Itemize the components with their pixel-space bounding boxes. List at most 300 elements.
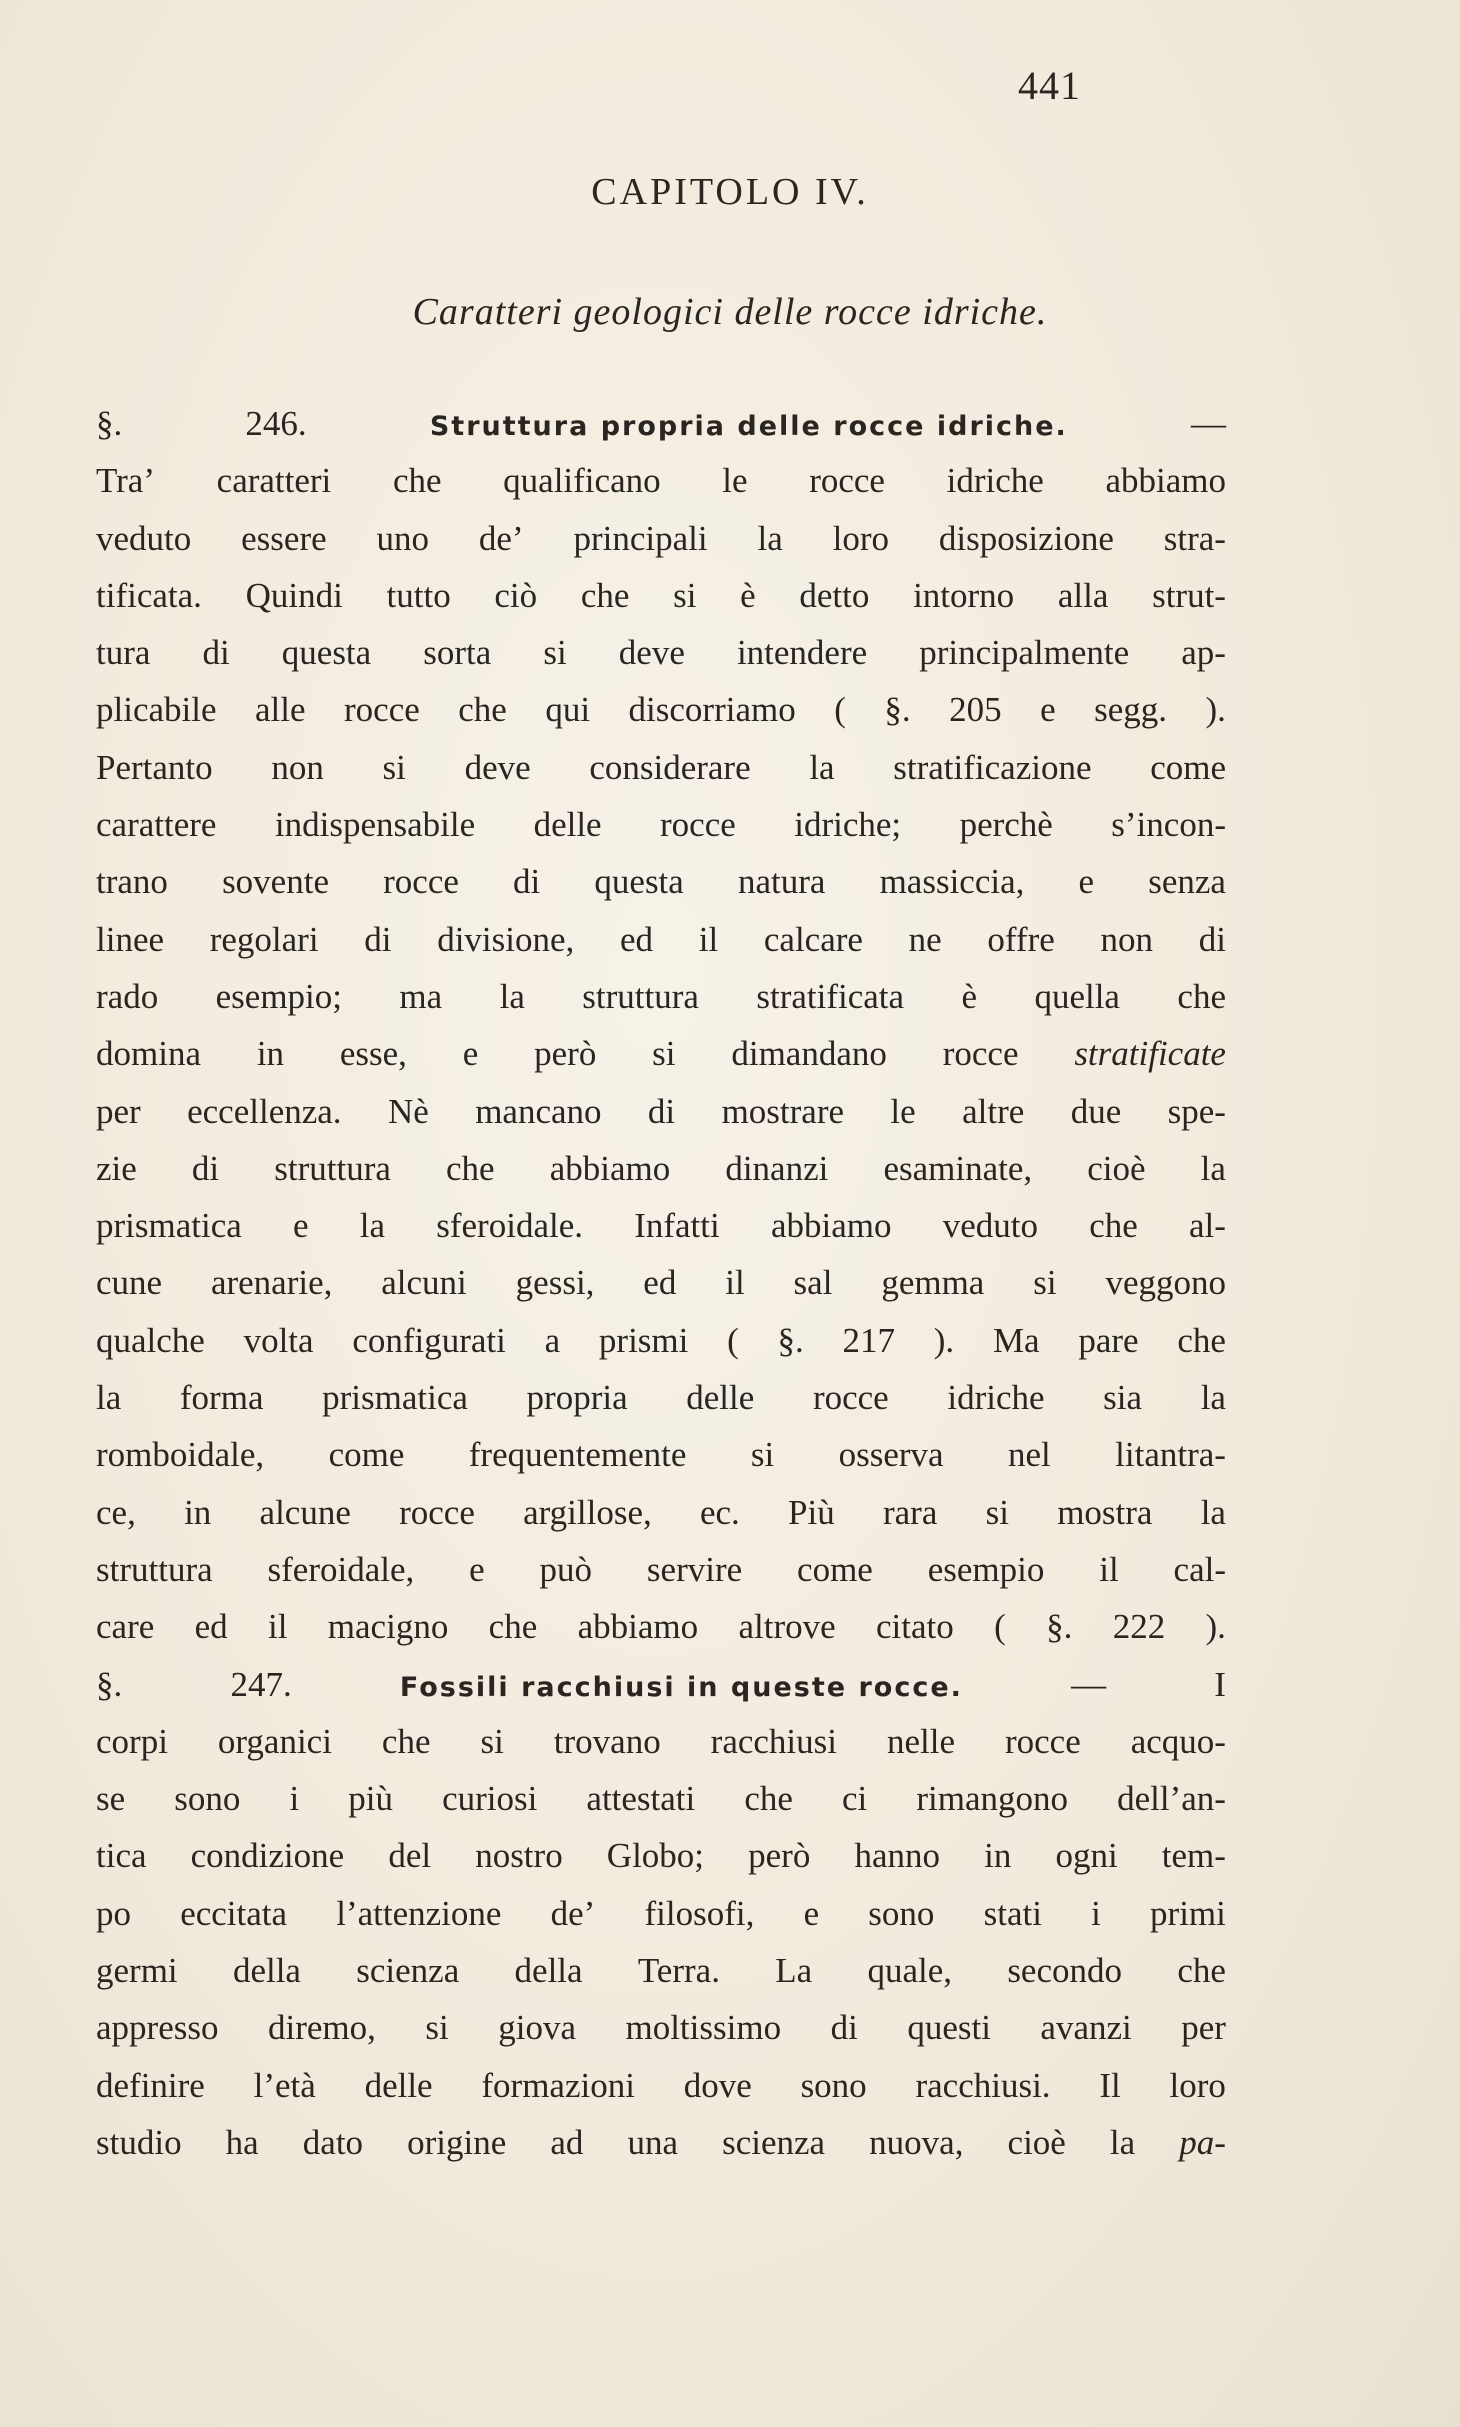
- word: configurati: [352, 1320, 506, 1360]
- word: 217: [842, 1320, 896, 1360]
- word: che: [488, 1607, 538, 1647]
- word: pare: [1078, 1320, 1139, 1360]
- text-line: [96, 1312, 1226, 1369]
- word: tificata.: [96, 575, 202, 615]
- word: Globo;: [606, 1836, 705, 1876]
- word: sorta: [423, 633, 492, 673]
- word: le: [722, 461, 748, 501]
- word: sono: [868, 1893, 935, 1933]
- word: linee: [96, 919, 165, 959]
- word: filosofi,: [644, 1893, 755, 1933]
- word: della: [514, 1951, 583, 1991]
- word: Quindi: [245, 575, 343, 615]
- word: eccellenza.: [187, 1091, 342, 1131]
- word: si: [750, 1435, 775, 1475]
- text-line: [96, 624, 1226, 681]
- word: sferoidale.: [436, 1206, 583, 1246]
- word: macigno: [327, 1607, 449, 1647]
- word: §.: [1046, 1607, 1073, 1647]
- word: carattere: [96, 805, 217, 845]
- word: rocce: [1004, 1721, 1081, 1761]
- word: come: [1150, 747, 1226, 787]
- word: veduto: [96, 518, 192, 558]
- word: che: [580, 575, 630, 615]
- word: racchiusi: [710, 1721, 837, 1761]
- word: racchiusi.: [915, 2065, 1051, 2105]
- word: esempio: [927, 1549, 1045, 1589]
- word: se: [96, 1779, 126, 1819]
- word: definire: [96, 2065, 205, 2105]
- word: §.: [884, 690, 911, 730]
- word: a: [544, 1320, 561, 1360]
- word: che: [392, 461, 442, 501]
- word: del: [388, 1836, 432, 1876]
- word: loro: [832, 518, 890, 558]
- text-line: [96, 681, 1226, 738]
- word: arenarie,: [210, 1263, 333, 1303]
- word: alle: [255, 690, 306, 730]
- word: che: [1089, 1206, 1138, 1246]
- word: sovente: [222, 862, 329, 902]
- word: qualificano: [503, 461, 661, 501]
- word: considerare: [589, 747, 751, 787]
- word: corpi: [96, 1721, 168, 1761]
- word: de’: [550, 1893, 596, 1933]
- word: §.: [777, 1320, 804, 1360]
- word: sono: [174, 1779, 241, 1819]
- word: ha: [225, 2122, 259, 2162]
- text-line: [96, 1197, 1226, 1254]
- word: delle: [533, 805, 602, 845]
- word: ed: [194, 1607, 228, 1647]
- word: cioè: [1087, 1148, 1146, 1188]
- word: abbiamo: [770, 1206, 892, 1246]
- word: propria: [526, 1378, 628, 1418]
- word: più: [348, 1779, 393, 1819]
- word: due: [1070, 1091, 1122, 1131]
- word: idriche: [947, 1378, 1045, 1418]
- word: mostra: [1057, 1492, 1153, 1532]
- word: abbiamo: [1105, 461, 1226, 501]
- word: è: [740, 575, 756, 615]
- text-line: [96, 911, 1226, 968]
- word: per: [96, 1091, 141, 1131]
- word: idriche: [946, 461, 1044, 501]
- word: gemma: [881, 1263, 985, 1303]
- text-line: [96, 2057, 1226, 2114]
- word: esse,: [339, 1034, 407, 1074]
- word: rocce: [344, 690, 420, 730]
- word: si: [673, 575, 697, 615]
- word: rocce: [809, 461, 885, 501]
- word: si: [480, 1721, 504, 1761]
- word: altre: [962, 1091, 1025, 1131]
- word: dato: [302, 2122, 364, 2162]
- word: qui: [545, 690, 591, 730]
- word: spe-: [1167, 1091, 1226, 1131]
- word: si: [382, 747, 406, 787]
- word: rocce: [942, 1034, 1019, 1074]
- word: il: [1099, 1549, 1119, 1589]
- word: nelle: [886, 1721, 955, 1761]
- word: diremo,: [267, 2008, 376, 2048]
- word: di: [364, 919, 392, 959]
- word: organici: [217, 1721, 332, 1761]
- word: cal-: [1173, 1549, 1226, 1589]
- word: nostro: [475, 1836, 563, 1876]
- word: La: [775, 1951, 813, 1991]
- word: i: [289, 1779, 300, 1819]
- word: regolari: [209, 919, 319, 959]
- word: e: [469, 1549, 485, 1589]
- text-line: [96, 1942, 1226, 1999]
- word: alcuni: [381, 1263, 467, 1303]
- word: detto: [799, 575, 870, 615]
- word: esaminate,: [883, 1148, 1033, 1188]
- word: (: [994, 1607, 1006, 1647]
- text-line: [96, 796, 1226, 853]
- word: nel: [1007, 1435, 1051, 1475]
- word: dove: [683, 2065, 752, 2105]
- word: giova: [498, 2008, 576, 2048]
- word: abbiamo: [549, 1148, 671, 1188]
- word: curiosi: [442, 1779, 538, 1819]
- word: che: [1177, 1951, 1226, 1991]
- word: ).: [1205, 690, 1226, 730]
- word: offre: [987, 919, 1055, 959]
- word: volta: [243, 1320, 314, 1360]
- word: ).: [933, 1320, 955, 1360]
- word: principalmente: [919, 633, 1130, 673]
- word: ciò: [494, 575, 538, 615]
- word: che: [1177, 976, 1226, 1016]
- word: la: [359, 1206, 386, 1246]
- word: Terra.: [637, 1951, 720, 1991]
- word: hanno: [854, 1836, 940, 1876]
- word: deve: [618, 633, 685, 673]
- word: abbiamo: [577, 1607, 699, 1647]
- word: di: [647, 1091, 676, 1131]
- word: argillose,: [523, 1492, 652, 1532]
- word: stratificazione: [893, 747, 1092, 787]
- word: di: [830, 2008, 858, 2048]
- word: disposizione: [938, 518, 1114, 558]
- word: la: [1200, 1148, 1226, 1188]
- word: s’incon-: [1111, 805, 1226, 845]
- word: struttura: [274, 1148, 391, 1188]
- word: tica: [96, 1836, 147, 1876]
- word: gessi,: [515, 1263, 595, 1303]
- word: ).: [1205, 1607, 1226, 1647]
- word: di: [191, 1148, 220, 1188]
- word: senza: [1148, 862, 1226, 902]
- word: il: [725, 1263, 745, 1303]
- text-line: [96, 1885, 1226, 1942]
- word: studio: [96, 2122, 182, 2162]
- word: e: [803, 1893, 820, 1933]
- word: però: [534, 1034, 597, 1074]
- word: esempio;: [215, 976, 342, 1016]
- word: indispensabile: [274, 805, 476, 845]
- text-line: [96, 968, 1226, 1025]
- word: al-: [1188, 1206, 1226, 1246]
- word: acquo-: [1130, 1721, 1226, 1761]
- word: intorno: [913, 575, 1015, 615]
- word: prismatica: [322, 1378, 468, 1418]
- word: si: [425, 2008, 449, 2048]
- word: osserva: [838, 1435, 944, 1475]
- text-line: [96, 510, 1226, 567]
- word: e: [293, 1206, 309, 1246]
- word: zie: [96, 1148, 137, 1188]
- word: l’età: [253, 2065, 316, 2105]
- word: e: [462, 1034, 479, 1074]
- word: dinanzi: [725, 1148, 829, 1188]
- word: che: [1177, 1320, 1226, 1360]
- word: loro: [1169, 2065, 1226, 2105]
- body-text: [96, 395, 1226, 2171]
- word: ogni: [1055, 1836, 1118, 1876]
- word: scienza: [722, 2122, 826, 2162]
- word: uno: [376, 518, 430, 558]
- word: ne: [908, 919, 942, 959]
- word: care: [96, 1607, 155, 1647]
- word: citato: [876, 1607, 954, 1647]
- word: —: [1071, 1664, 1107, 1704]
- chapter-subtitle: Caratteri geologici delle rocce idriche.: [412, 291, 1048, 333]
- word: domina: [96, 1034, 201, 1074]
- word: Pertanto: [96, 747, 213, 787]
- text-line: [96, 1083, 1226, 1140]
- word: che: [446, 1148, 495, 1188]
- word: Più: [788, 1492, 835, 1532]
- word: in: [984, 1836, 1012, 1876]
- word: natura: [737, 862, 826, 902]
- italic-term: stratificate: [1074, 1034, 1226, 1074]
- word: Tra’: [96, 461, 155, 501]
- word: di: [513, 862, 541, 902]
- word: sal: [793, 1263, 833, 1303]
- word: tem-: [1161, 1836, 1226, 1876]
- word: (: [727, 1320, 739, 1360]
- word: deve: [464, 747, 531, 787]
- text-line: [96, 1770, 1226, 1827]
- word: si: [652, 1034, 676, 1074]
- word: però: [748, 1836, 811, 1876]
- word: romboidale,: [96, 1435, 265, 1475]
- word: cune: [96, 1263, 163, 1303]
- word: che: [458, 690, 507, 730]
- word: divisione,: [437, 919, 575, 959]
- word: nuova,: [869, 2122, 964, 2162]
- word: essere: [241, 518, 327, 558]
- word: veggono: [1105, 1263, 1226, 1303]
- word: tura: [96, 633, 151, 673]
- word: ec.: [699, 1492, 740, 1532]
- word: che: [744, 1779, 793, 1819]
- word: la: [757, 518, 783, 558]
- word: prismi: [598, 1320, 689, 1360]
- section-heading: Struttura propria delle rocce idriche.: [429, 411, 1068, 442]
- text-line: [96, 2114, 1226, 2171]
- word: servire: [646, 1549, 743, 1589]
- word: ad: [550, 2122, 584, 2162]
- word: questa: [594, 862, 684, 902]
- word: è: [961, 976, 978, 1016]
- word: formazioni: [481, 2065, 635, 2105]
- word: avanzi: [1040, 2008, 1132, 2048]
- word: idriche;: [794, 805, 902, 845]
- text-line: [96, 1140, 1226, 1197]
- word: la: [96, 1378, 122, 1418]
- word: ap-: [1181, 633, 1226, 673]
- text-line: [96, 853, 1226, 910]
- word: po: [96, 1893, 131, 1933]
- word: struttura: [96, 1549, 213, 1589]
- word: tutto: [386, 575, 451, 615]
- word: ma: [399, 976, 443, 1016]
- word: non: [1100, 919, 1153, 959]
- word: il: [268, 1607, 288, 1647]
- text-line: [96, 1999, 1226, 2056]
- word: prismatica: [96, 1206, 242, 1246]
- word: dell’an-: [1117, 1779, 1226, 1819]
- word: moltissimo: [625, 2008, 782, 2048]
- word: I: [1214, 1664, 1226, 1704]
- word: appresso: [96, 2008, 219, 2048]
- word: rocce: [383, 862, 459, 902]
- word: cioè: [1007, 2122, 1066, 2162]
- word: ce,: [96, 1492, 136, 1532]
- word: di: [202, 633, 230, 673]
- word: dimandano: [731, 1034, 887, 1074]
- page-number: 441: [1018, 63, 1081, 108]
- word: §.: [96, 1664, 123, 1704]
- word: rimangono: [916, 1779, 1068, 1819]
- word: mostrare: [721, 1091, 845, 1131]
- word: stratificata: [756, 976, 905, 1016]
- word: come: [328, 1435, 405, 1475]
- word: veduto: [942, 1206, 1038, 1246]
- word: la: [1109, 2122, 1136, 2162]
- word: di: [1198, 919, 1226, 959]
- word: la: [1200, 1378, 1226, 1418]
- word: le: [890, 1091, 916, 1131]
- word: intendere: [736, 633, 868, 673]
- word: quella: [1034, 976, 1120, 1016]
- word: stra-: [1163, 518, 1226, 558]
- text-line: [96, 1369, 1226, 1426]
- word: che: [381, 1721, 431, 1761]
- word: 247.: [230, 1664, 292, 1704]
- word: —: [1190, 404, 1226, 443]
- word: e: [1040, 690, 1056, 730]
- text-line: [96, 1656, 1226, 1713]
- text-line: [96, 452, 1226, 509]
- italic-term: pa-: [1179, 2122, 1226, 2162]
- section-heading: Fossili racchiusi in queste rocce.: [399, 1671, 963, 1703]
- text-line: [96, 395, 1226, 452]
- word: qualche: [96, 1320, 205, 1360]
- word: rara: [882, 1492, 938, 1532]
- word: la: [809, 747, 835, 787]
- word: si: [543, 633, 567, 673]
- text-line: [96, 1541, 1226, 1598]
- word: perchè: [959, 805, 1053, 845]
- word: trano: [96, 862, 168, 902]
- word: l’attenzione: [336, 1893, 502, 1933]
- text-line: [96, 739, 1226, 796]
- text-line: [96, 1713, 1226, 1770]
- word: origine: [407, 2122, 507, 2162]
- word: si: [985, 1492, 1009, 1532]
- text-line: [96, 1598, 1226, 1655]
- word: ci: [842, 1779, 868, 1819]
- word: Nè: [387, 1091, 429, 1131]
- word: alla: [1057, 575, 1109, 615]
- word: Ma: [992, 1320, 1040, 1360]
- word: non: [271, 747, 324, 787]
- word: litantra-: [1115, 1435, 1226, 1475]
- word: sono: [800, 2065, 867, 2105]
- word: secondo: [1007, 1951, 1123, 1991]
- word: come: [797, 1549, 873, 1589]
- word: plicabile: [96, 690, 217, 730]
- word: primi: [1150, 1893, 1226, 1933]
- word: frequentemente: [468, 1435, 687, 1475]
- word: calcare: [763, 919, 863, 959]
- word: strut-: [1152, 575, 1226, 615]
- word: rocce: [812, 1378, 889, 1418]
- word: sia: [1103, 1378, 1143, 1418]
- word: delle: [364, 2065, 433, 2105]
- word: 222: [1112, 1607, 1166, 1647]
- word: sferoidale,: [267, 1549, 415, 1589]
- word: segg.: [1094, 690, 1168, 730]
- word: quale,: [867, 1951, 953, 1991]
- word: i: [1091, 1893, 1101, 1933]
- word: la: [499, 976, 525, 1016]
- word: caratteri: [216, 461, 332, 501]
- word: questa: [281, 633, 372, 673]
- word: Infatti: [634, 1206, 720, 1246]
- word: struttura: [582, 976, 699, 1016]
- word: rocce: [660, 805, 736, 845]
- word: de’: [478, 518, 524, 558]
- text-line: [96, 1025, 1226, 1082]
- text-line: [96, 567, 1226, 624]
- word: alcune: [259, 1492, 351, 1532]
- word: il: [698, 919, 719, 959]
- word: stati: [983, 1893, 1042, 1933]
- word: eccitata: [180, 1893, 288, 1933]
- word: massiccia,: [879, 862, 1025, 902]
- word: in: [184, 1492, 212, 1532]
- word: la: [1200, 1492, 1226, 1532]
- word: rado: [96, 976, 159, 1016]
- word: e: [1078, 862, 1095, 902]
- text-line: [96, 1254, 1226, 1311]
- word: 246.: [245, 404, 307, 443]
- word: ed: [643, 1263, 677, 1303]
- text-line: [96, 1484, 1226, 1541]
- word: delle: [686, 1378, 755, 1418]
- word: germi: [96, 1951, 178, 1991]
- word: una: [627, 2122, 679, 2162]
- word: può: [539, 1549, 593, 1589]
- word: per: [1181, 2008, 1226, 2048]
- text-line: [96, 1426, 1226, 1483]
